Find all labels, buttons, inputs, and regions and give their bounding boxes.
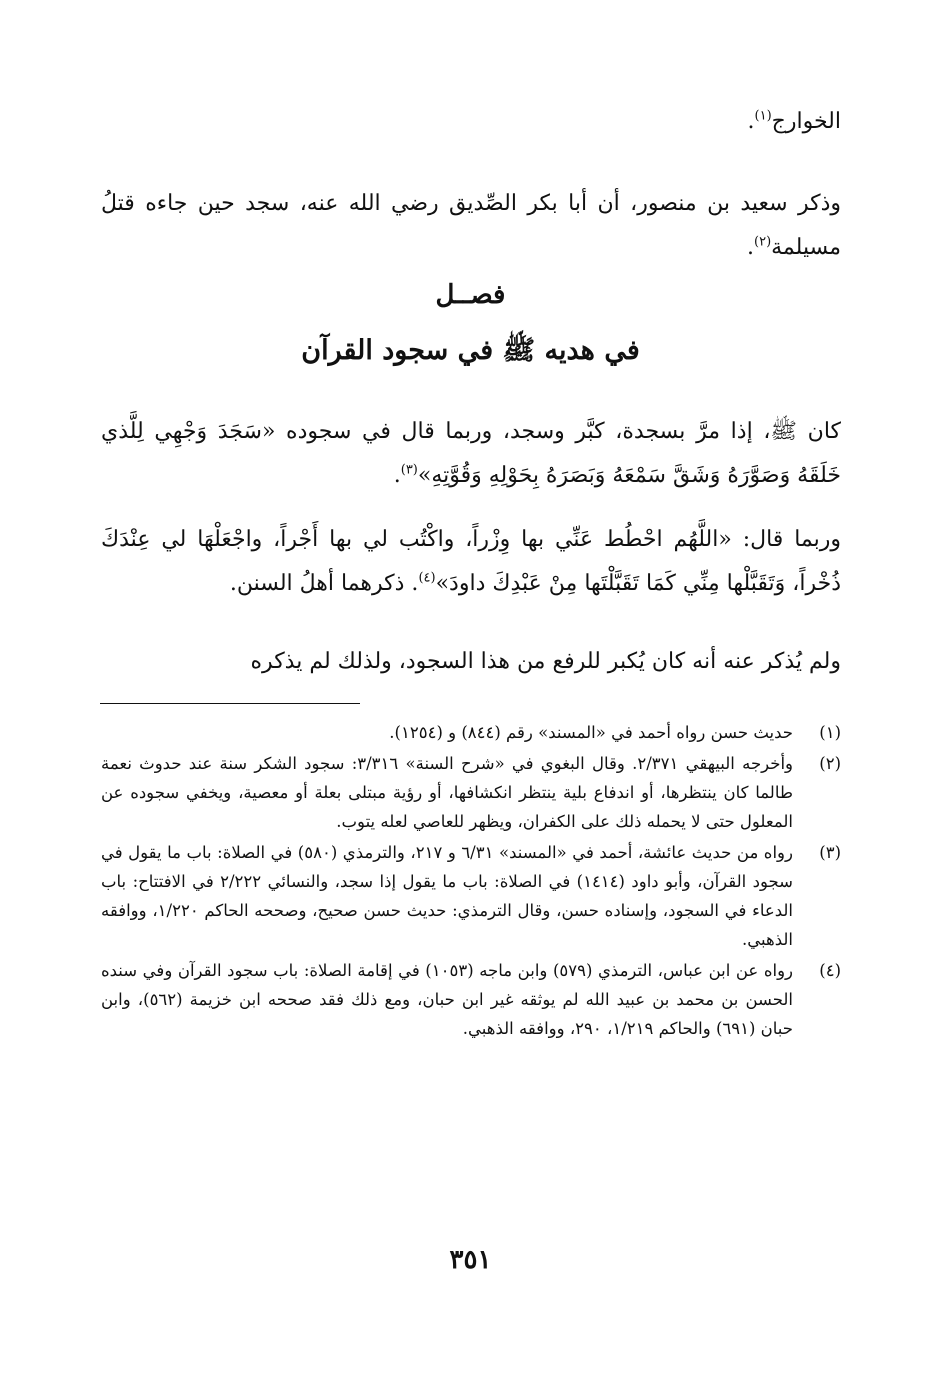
footnote-separator <box>100 703 360 704</box>
paragraph-text: كان ﷺ، إذا مرَّ بسجدة، كبَّر وسجد، وربما قال في سجوده «سَجَدَ وَجْهِي لِلَّذي خَلَقَهُ وَصَوَّرَهُ وَشَقَّ سَمْعَهُ وَبَصَرَهُ بِحَوْلِهِ وَقُوَّتِهِ» <box>101 419 841 488</box>
footnote-text: رواه عن ابن عباس، الترمذي (٥٧٩) وابن ماجه (١٠٥٣) في إقامة الصلاة: باب سجود القرآن وفي سنده الحسن بن محمد بن عبيد الله لم يوثقه غير ابن حبان، ومع ذلك فقد صححه ابن خزيمة (٥٦٢)، وابن حبان (٦٩١) والحاكم ١/٢١٩، ٢٩٠، ووافقه الذهبي. <box>101 961 794 1038</box>
footnote-text: وأخرجه البيهقي ٢/٣٧١. وقال البغوي في «شرح السنة» ٣/٣١٦: سجود الشكر سنة عند حدوث نعمة طالما كان ينتظرها، أو اندفاع بلية ينتظر انكشافها، أو رؤية مبتلى بعلة أو معصية، ويخفي سجوده عن المعلول حتى لا يحمله ذلك على الكفران، ويظهر للعاصي لعله يتوب. <box>101 754 793 831</box>
paragraph-text: الخوارج <box>771 109 841 134</box>
paragraph-end: . ذكرهما أهلُ السنن. <box>229 571 419 596</box>
paragraph-4 <box>101 518 841 606</box>
footnote-number: (٢) <box>819 754 841 773</box>
footnote-text: رواه من حديث عائشة، أحمد في «المسند» ٦/٣١ و ٢١٧، والترمذي (٥٨٠) في الصلاة: باب ما يقول في سجود القرآن، وأبو داود (١٤١٤) في الصلاة: باب ما يقول إذا سجد، والنسائي ٢/٢٢٢ في الافتتاح: باب الدعاء في السجود، وإسناده حسن، وقال الترمذي: حديث حسن صحيح، وصححه الحاكم ١/٢٢٠، ووافقه الذهبي. <box>101 843 793 949</box>
footnote-text: حديث حسن رواه أحمد في «المسند» رقم (٨٤٤) و (١٢٥٤). <box>389 723 793 742</box>
footnote-ref: (٣) <box>400 462 418 478</box>
footnote-number: (٣) <box>819 843 841 862</box>
footnote-ref: (٢) <box>754 234 772 250</box>
paragraph-5 <box>101 640 841 684</box>
footnote-number: (٤) <box>819 961 841 980</box>
paragraph-text: ولم يُذكر عنه أنه كان يُكبر للرفع من هذا السجود، ولذلك لم يذكره <box>250 649 841 674</box>
section-title: في هديه ﷺ في سجود القرآن <box>301 335 640 366</box>
paragraph-text: وربما قال: «اللَّهُم احْطُط عَنِّي بها وِزْراً، واكْتُب لي بها أَجْراً، واجْعَلْهَا لي عِنْدَكَ ذُخْراً، وَتَقَبَّلْها مِنِّي كَمَا تَقَبَّلْتَها مِنْ عَبْدِكَ داودَ» <box>101 527 841 596</box>
paragraph-text: وذكر سعيد بن منصور، أن أبا بكر الصِّديق رضي الله عنه، سجد حين جاءه قتلُ مسيلمة <box>101 191 841 260</box>
footnote-4 <box>101 956 841 1043</box>
footnote-1 <box>101 718 841 747</box>
page-number: ٣٥١ <box>449 1245 492 1275</box>
footnote-ref: (٤) <box>418 570 436 586</box>
section-heading: فصــل <box>435 280 506 310</box>
paragraph-end: . <box>747 109 755 134</box>
paragraph-end: . <box>747 235 754 260</box>
footnote-number: (١) <box>819 723 841 742</box>
footnote-2 <box>101 749 841 836</box>
footnotes <box>101 718 841 1045</box>
paragraph-3 <box>101 410 841 498</box>
paragraph-end: . <box>393 463 401 488</box>
footnote-ref: (١) <box>754 108 772 124</box>
footnote-3 <box>101 838 841 954</box>
paragraph-2 <box>101 182 841 270</box>
paragraph-1 <box>101 100 841 144</box>
